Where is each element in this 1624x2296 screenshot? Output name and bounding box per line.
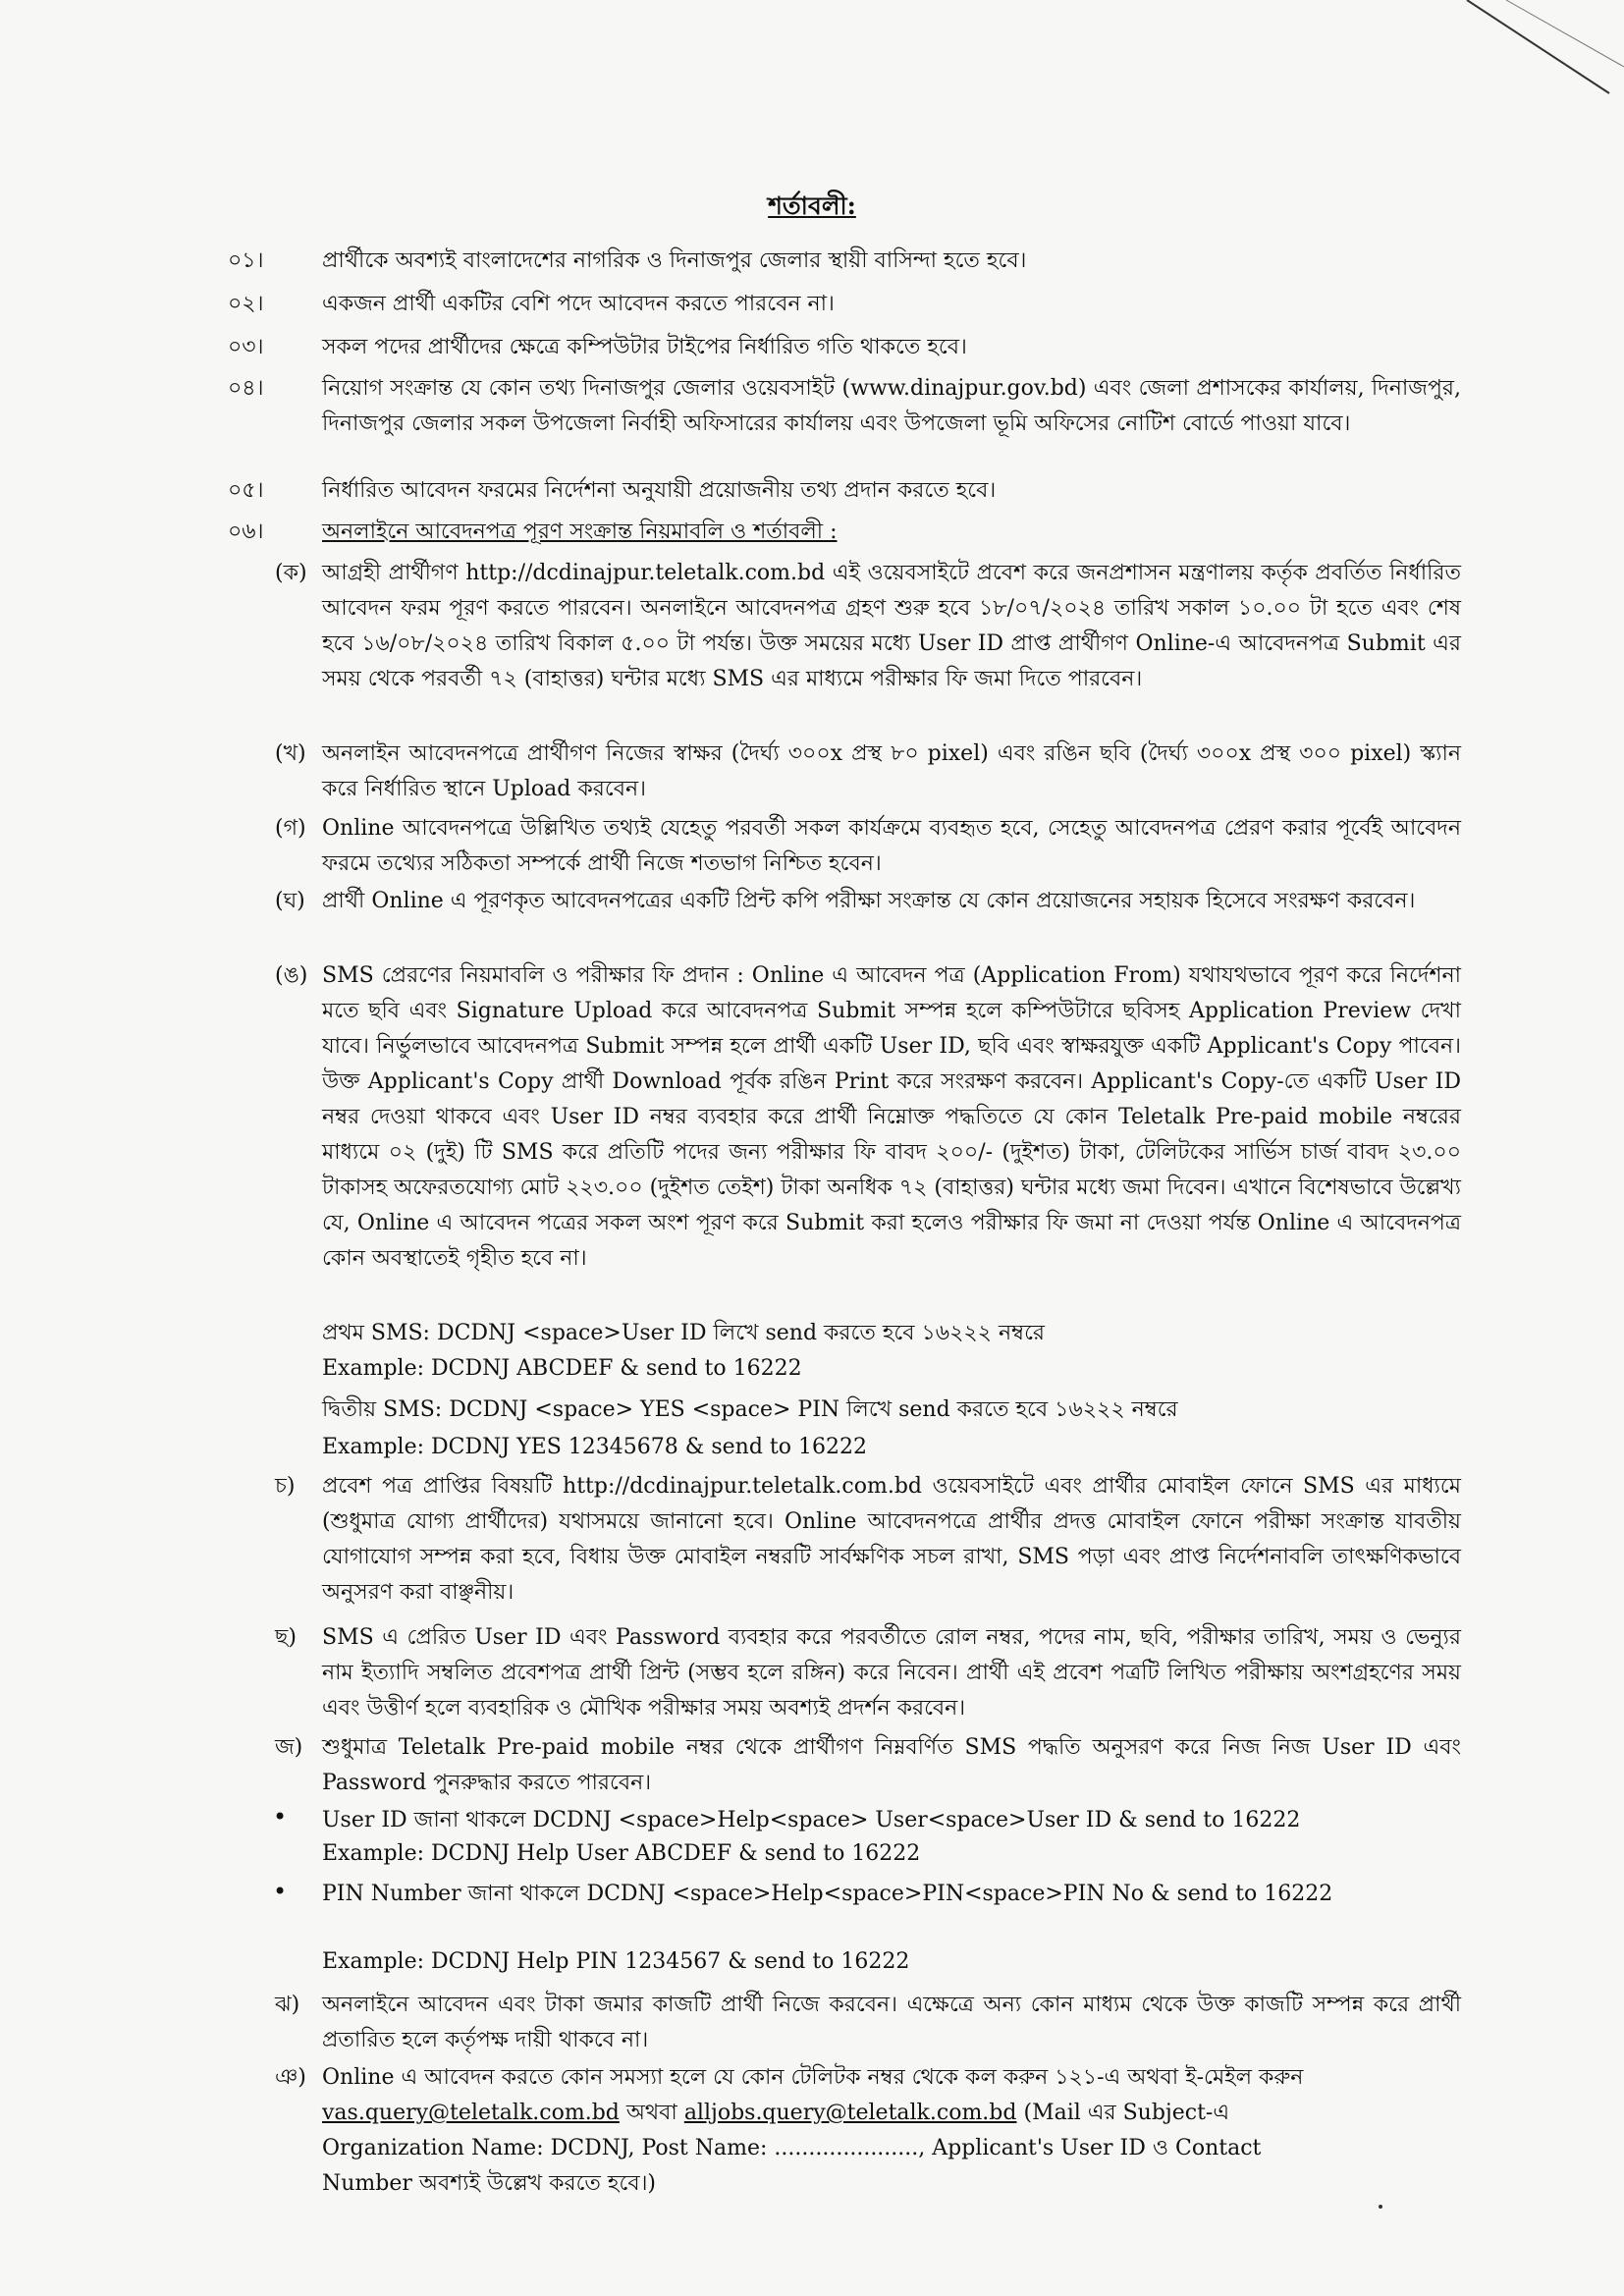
sub-item-label: (ঘ) — [275, 889, 305, 913]
sub-item-text: অনলাইন আবেদনপত্রে প্রার্থীগণ নিজের স্বাক্ষর (দৈর্ঘ্য ৩০০x প্রস্থ ৮০ pixel) এবং রঙিন ছবি (দৈর্ঘ্য ৩০০x প্রস্থ ৩০০ pixel) স্ক্যান করে নির্ধারিত স্থানে Upload করবেন। — [322, 741, 1461, 801]
sub-item-label: (ক) — [275, 561, 307, 585]
contact-line-1: Online এ আবেদন করতে কোন সমস্যা হলে যে কোন টেলিটক নম্বর থেকে কল করুন ১২১-এ অথবা ই-মেইল করুন — [322, 2065, 1304, 2090]
item-number: ০৬। — [228, 519, 264, 544]
sub-item-label: (ঙ) — [275, 963, 308, 988]
sub-item-label: ঞ) — [275, 2065, 306, 2090]
sub-item-label: ঝ) — [275, 1993, 300, 2017]
or-text: অথবা — [625, 2101, 677, 2125]
sms-first-instruction: প্রথম SMS: DCDNJ <space>User ID লিখে send করতে হবে ১৬২২২ নম্বরে — [322, 1321, 1046, 1345]
scan-speck — [1379, 2205, 1382, 2209]
bullet-pin-example: Example: DCDNJ Help PIN 1234567 & send to 16222 — [322, 1949, 910, 1974]
sub-item-label: চ) — [275, 1474, 296, 1499]
contact-line-3: Organization Name: DCDNJ, Post Name: ....................., Applicant's User ID ও Contact — [322, 2136, 1262, 2160]
bullet-icon: • — [273, 1803, 288, 1831]
page-heading: শর্তাবলী: — [768, 191, 856, 220]
item-number: ০৩। — [228, 335, 264, 359]
contact-line-4: Number অবশ্যই উল্লেখ করতে হবে।) — [322, 2171, 657, 2196]
email-vas-query-link[interactable]: vas.query@teletalk.com.bd — [322, 2101, 620, 2125]
item-text: নিয়োগ সংক্রান্ত যে কোন তথ্য দিনাজপুর জেলার ওয়েবসাইট (www.dinajpur.gov.bd) এবং জেলা প্রশাসকের কার্যালয়, দিনাজপুর, দিনাজপুর জেলার সকল উপজেলা নির্বাহী অফিসারের কার্যালয় এবং উপজেলা ভূমি অফিসের নোটিশ বোর্ডে পাওয়া যাবে। — [322, 376, 1461, 436]
sub-item-label: (গ) — [275, 816, 306, 841]
sub-item-text: প্রার্থী Online এ পূরণকৃত আবেদনপত্রের একটি প্রিন্ট কপি পরীক্ষা সংক্রান্ত যে কোন প্রয়োজনের সহায়ক হিসেবে সংরক্ষণ করবেন। — [322, 889, 1416, 913]
item-number: ০৪। — [228, 376, 264, 401]
sub-item-label: ছ) — [275, 1625, 297, 1650]
email-alljobs-query-link[interactable]: alljobs.query@teletalk.com.bd — [683, 2101, 1017, 2125]
item-text: নির্ধারিত আবেদন ফরমের নির্দেশনা অনুযায়ী প্রয়োজনীয় তথ্য প্রদান করতে হবে। — [322, 478, 997, 503]
item-text: সকল পদের প্রার্থীদের ক্ষেত্রে কম্পিউটার টাইপের নির্ধারিত গতি থাকতে হবে। — [322, 335, 967, 359]
mail-subject-text: (Mail এর Subject-এ — [1023, 2101, 1230, 2125]
bullet-user-id-example: Example: DCDNJ Help User ABCDEF & send to 16222 — [322, 1841, 921, 1866]
bullet-icon: • — [273, 1878, 288, 1905]
sub-item-text: Online আবেদনপত্রে উল্লিখিত তথ্যই যেহেতু পরবর্তী সকল কার্যক্রমে ব্যবহৃত হবে, সেহেতু আবেদনপত্র প্রেরণ করার পূর্বেই আবেদন ফরমে তথ্যের সঠিকতা সম্পর্কে প্রার্থী নিজে শতভাগ নিশ্চিত হবেন। — [322, 816, 1461, 876]
sms-second-instruction: দ্বিতীয় SMS: DCDNJ <space> YES <space> PIN লিখে send করতে হবে ১৬২২২ নম্বরে — [322, 1397, 1178, 1422]
item-text: অনলাইনে আবেদনপত্র পূরণ সংক্রান্ত নিয়মাবলি ও শর্তাবলী : — [322, 519, 838, 544]
item-number: ০২। — [228, 292, 264, 316]
sub-item-text: আগ্রহী প্রার্থীগণ http://dcdinajpur.teletalk.com.bd এই ওয়েবসাইটে প্রবেশ করে জনপ্রশাসন মন্ত্রণালয় কর্তৃক প্রবর্তিত নির্ধারিত আবেদন ফরম পূরণ করতে পারবেন। অনলাইনে আবেদনপত্র গ্রহণ শুরু হবে ১৮/০৭/২০২৪ তারিখ সকাল ১০.০০ টা হতে এবং শেষ হবে ১৬/০৮/২০২৪ তারিখ বিকাল ৫.০০ টা পর্যন্ত। উক্ত সময়ের মধ্যে User ID প্রাপ্ত প্রার্থীগণ Online-এ আবেদনপত্র Submit এর সময় থেকে পরবর্তী ৭২ (বাহাত্তর) ঘন্টার মধ্যে SMS এর মাধ্যমে পরীক্ষার ফি জমা দিতে পারবেন। — [322, 561, 1461, 691]
sub-item-text: SMS প্রেরণের নিয়মাবলি ও পরীক্ষার ফি প্রদান : Online এ আবেদন পত্র (Application From) যথাযথভাবে পূরণ করে নির্দেশনা মতে ছবি এবং Signature Upload করে আবেদনপত্র Submit সম্পন্ন হলে কম্পিউটারে ছবিসহ Application Preview দেখা যাবে। নির্ভুলভাবে আবেদনপত্র Submit সম্পন্ন হলে প্রার্থী একটি User ID, ছবি এবং স্বাক্ষরযুক্ত একটি Applicant's Copy পাবেন। উক্ত Applicant's Copy প্রার্থী Download পূর্বক রঙিন Print করে সংরক্ষণ করবেন। Applicant's Copy-তে একটি User ID নম্বর দেওয়া থাকবে এবং User ID নম্বর ব্যবহার করে প্রার্থী নিম্নোক্ত পদ্ধতিতে যে কোন Teletalk Pre-paid mobile নম্বরের মাধ্যমে ০২ (দুই) টি SMS করে প্রতিটি পদের জন্য পরীক্ষার ফি বাবদ ২০০/- (দুইশত) টাকা, টেলিটকের সার্ভিস চার্জ বাবদ ২৩.০০ টাকাসহ অফেরতযোগ্য মোট ২২৩.০০ (দুইশত তেইশ) টাকা অনধিক ৭২ (বাহাত্তর) ঘন্টার মধ্যে জমা দিবেন। এখানে বিশেষভাবে উল্লেখ্য যে, Online এ আবেদন পত্রের সকল অংশ পূরণ করে Submit করা হলেও পরীক্ষার ফি জমা না দেওয়া পর্যন্ত Online এ আবেদনপত্র কোন অবস্থাতেই গৃহীত হবে না। — [322, 963, 1461, 1271]
item-number: ০১। — [228, 248, 264, 273]
sub-item-text: SMS এ প্রেরিত User ID এবং Password ব্যবহার করে পরবর্তীতে রোল নম্বর, পদের নাম, ছবি, পরীক্ষার তারিখ, সময় ও ভেন্যুর নাম ইত্যাদি সম্বলিত প্রবেশপত্র প্রার্থী প্রিন্ট (সম্ভব হলে রঙ্গিন) করে নিবেন। প্রার্থী এই প্রবেশ পত্রটি লিখিত পরীক্ষায় অংশগ্রহণের সময় এবং উত্তীর্ণ হলে ব্যবহারিক ও মৌখিক পরীক্ষার সময় অবশ্যই প্রদর্শন করবেন। — [322, 1625, 1461, 1721]
sub-item-text: প্রবেশ পত্র প্রাপ্তির বিষয়টি http://dcdinajpur.teletalk.com.bd ওয়েবসাইটে এবং প্রার্থীর মোবাইল ফোনে SMS এর মাধ্যমে (শুধুমাত্র যোগ্য প্রার্থীদের) যথাসময়ে জানানো হবে। Online আবেদনপত্রে প্রার্থীর প্রদত্ত মোবাইল ফোনে পরীক্ষা সংক্রান্ত যাবতীয় যোগাযোগ সম্পন্ন করা হবে, বিধায় উক্ত মোবাইল নম্বরটি সার্বক্ষণিক সচল রাখা, SMS পড়া এবং প্রাপ্ত নির্দেশনাবলি তাৎক্ষণিকভাবে অনুসরণ করা বাঞ্ছনীয়। — [322, 1474, 1461, 1605]
item-text: প্রার্থীকে অবশ্যই বাংলাদেশের নাগরিক ও দিনাজপুর জেলার স্থায়ী বাসিন্দা হতে হবে। — [322, 248, 1027, 273]
contact-line-2 — [322, 2096, 1461, 2131]
bullet-pin: PIN Number জানা থাকলে DCDNJ <space>Help<space>PIN<space>PIN No & send to 16222 — [322, 1882, 1333, 1906]
sub-item-text: শুধুমাত্র Teletalk Pre-paid mobile নম্বর থেকে প্রার্থীগণ নিম্নবর্ণিত SMS পদ্ধতি অনুসরণ করে নিজ নিজ User ID এবং Password পুনরুদ্ধার করতে পারবেন। — [322, 1735, 1461, 1795]
sub-item-label: (খ) — [275, 741, 306, 766]
sms-first-example: Example: DCDNJ ABCDEF & send to 16222 — [322, 1356, 802, 1381]
item-number: ০৫। — [228, 478, 264, 503]
sms-second-example: Example: DCDNJ YES 12345678 & send to 16222 — [322, 1435, 867, 1459]
item-text: একজন প্রার্থী একটির বেশি পদে আবেদন করতে পারবেন না। — [322, 292, 835, 316]
page-corner-fold — [1437, 0, 1624, 118]
bullet-user-id: User ID জানা থাকলে DCDNJ <space>Help<space> User<space>User ID & send to 16222 — [322, 1808, 1301, 1832]
sub-item-label: জ) — [275, 1735, 303, 1760]
sub-item-text: অনলাইনে আবেদন এবং টাকা জমার কাজটি প্রার্থী নিজে করবেন। এক্ষেত্রে অন্য কোন মাধ্যম থেকে উক্ত কাজটি সম্পন্ন করে প্রার্থী প্রতারিত হলে কর্তৃপক্ষ দায়ী থাকবে না। — [322, 1993, 1461, 2052]
